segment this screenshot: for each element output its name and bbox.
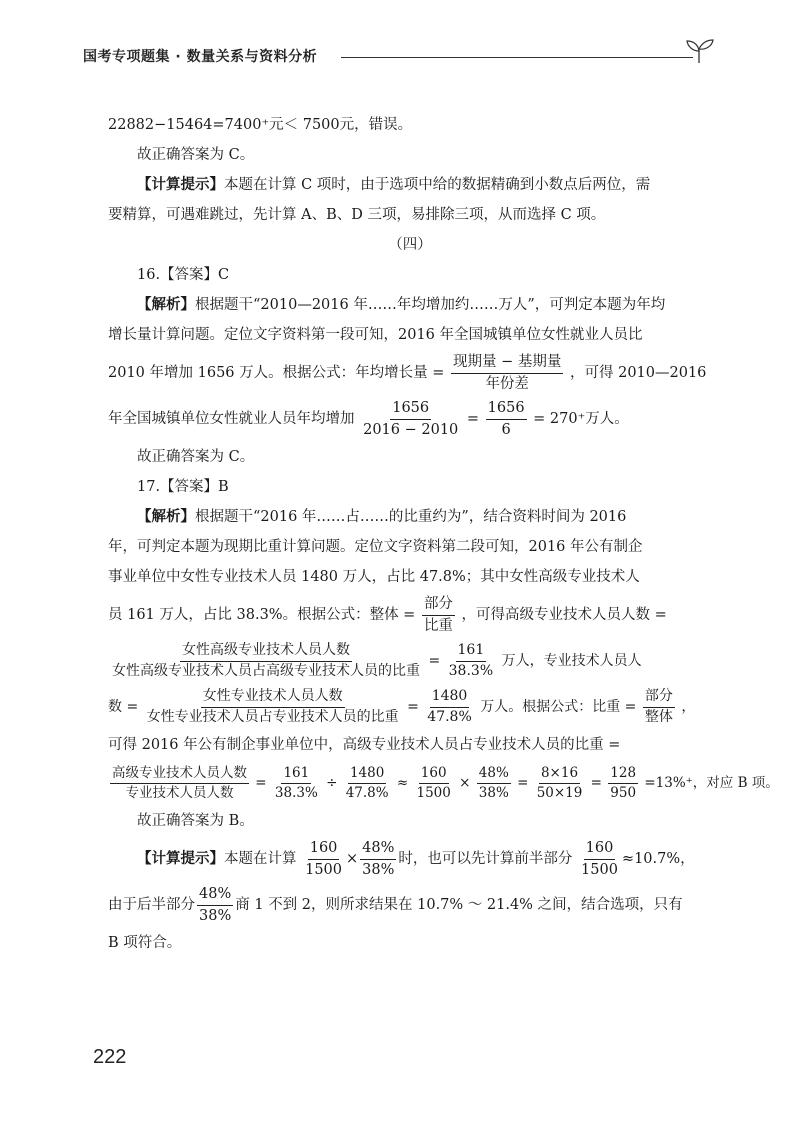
numerator: 高级专业技术人员人数 xyxy=(110,765,249,784)
numerator: 1480 xyxy=(430,688,470,708)
text-span: ， xyxy=(681,699,696,715)
denominator: 38.3% xyxy=(448,662,494,679)
text-span: 根据题干“2016 年……占……的比重约为”，结合资料时间为 2016 xyxy=(195,509,627,525)
fraction xyxy=(486,399,527,438)
fraction xyxy=(361,399,460,438)
fraction xyxy=(643,688,675,726)
text-line: 事业单位中女性专业技术人员 1480 万人，占比 47.8%；其中女性高级专业技术人 xyxy=(108,569,640,585)
text-span: 由于后半部分 xyxy=(108,897,195,913)
numerator: 48% xyxy=(197,885,233,905)
text-span: 本题在计算 xyxy=(224,851,297,867)
denominator: 47.8% xyxy=(427,708,472,725)
text-line: 故正确答案为 C。 xyxy=(137,449,255,465)
operator: = xyxy=(407,699,419,715)
text-span: 商 1 不到 2，则所求结果在 10.7% ～ 21.4% 之间，结合选项，只有 xyxy=(235,897,683,913)
fraction xyxy=(451,353,563,392)
fraction xyxy=(360,839,396,878)
page-header xyxy=(83,46,713,76)
section-heading: （四） xyxy=(388,237,432,253)
text-line: 可得 2016 年公有制企事业单位中，高级专业技术人员占专业技术人员的比重 = xyxy=(108,737,621,753)
text-span: ，可得 2010—2016 xyxy=(569,365,707,381)
operator: = xyxy=(590,775,602,791)
fraction xyxy=(344,765,391,802)
numerator: 160 xyxy=(584,839,616,859)
denominator: 1500 xyxy=(305,861,343,878)
question-16-answer: 16.【答案】C xyxy=(137,267,230,283)
formula-line xyxy=(108,396,712,442)
operator: × xyxy=(459,775,471,791)
numerator: 部分 xyxy=(643,688,675,708)
denominator: 950 xyxy=(610,785,637,801)
formula-line xyxy=(108,592,712,638)
operator: = xyxy=(517,775,529,791)
text-span: 员 161 万人，占比 38.3%。根据公式：整体 = xyxy=(108,607,416,623)
text-line xyxy=(108,290,712,320)
fraction xyxy=(303,839,344,878)
page-content xyxy=(108,110,779,958)
formula-line xyxy=(108,836,712,882)
fraction xyxy=(110,765,249,802)
denominator: 2016 − 2010 xyxy=(363,421,459,438)
tip-label: 【计算提示】 xyxy=(137,851,224,867)
numerator: 160 xyxy=(308,839,340,859)
operator: ≈ xyxy=(396,775,409,791)
operator: ÷ xyxy=(326,775,338,791)
question-17-answer: 17.【答案】B xyxy=(137,479,229,495)
fraction xyxy=(145,688,401,726)
text-span: 万人，专业技术人员人 xyxy=(501,653,642,669)
text-span: 根据题干“2010—2016 年……年均增加约……万人”，可判定本题为年均 xyxy=(195,297,666,313)
header-title: 国考专项题集 · 数量关系与资料分析 xyxy=(83,49,318,65)
text-span: = 270⁺万人。 xyxy=(533,411,629,427)
denominator: 6 xyxy=(501,421,511,438)
fraction xyxy=(197,885,233,924)
tip-label: 【计算提示】 xyxy=(137,177,224,193)
fraction xyxy=(608,765,638,802)
text-span: ，可得高级专业技术人员人数 = xyxy=(461,607,667,623)
text-line: 故正确答案为 B。 xyxy=(137,813,254,829)
text-span: 本题在计算 C 项时，由于选项中给的数据精确到小数点后两位，需 xyxy=(224,177,651,193)
text-line xyxy=(108,170,712,200)
numerator: 女性高级专业技术人员人数 xyxy=(180,642,352,662)
text-line: 年，可判定本题为现期比重计算问题。定位文字资料第二段可知，2016 年公有制企 xyxy=(108,539,643,555)
text-line: B 项符合。 xyxy=(108,935,182,951)
numerator: 48% xyxy=(360,839,396,859)
text-span: 时，也可以先计算前半部分 xyxy=(398,851,573,867)
text-span: 万人。根据公式：比重 = xyxy=(480,699,637,715)
operator: = xyxy=(466,411,480,427)
denominator: 38% xyxy=(478,785,509,801)
text-span: 2010 年增加 1656 万人。根据公式：年均增长量 = xyxy=(108,365,445,381)
fraction xyxy=(415,765,453,802)
operator: × xyxy=(346,851,359,867)
analysis-label: 【解析】 xyxy=(137,297,195,313)
page-number: 222 xyxy=(93,1046,127,1068)
numerator: 1656 xyxy=(390,399,431,419)
numerator: 1656 xyxy=(486,399,527,419)
denominator: 女性高级专业技术人员占高级专业技术人员的比重 xyxy=(112,662,420,679)
analysis-label: 【解析】 xyxy=(137,509,195,525)
fraction xyxy=(273,765,320,802)
text-span: =13%⁺，对应 B 项。 xyxy=(644,775,779,791)
fraction xyxy=(425,688,473,726)
text-line: 增长量计算问题。定位文字资料第一段可知，2016 年全国城镇单位女性就业人员比 xyxy=(108,327,643,343)
fraction xyxy=(579,839,620,878)
numerator: 部分 xyxy=(422,595,455,615)
denominator: 38% xyxy=(362,861,395,878)
denominator: 女性专业技术人员占专业技术人员的比重 xyxy=(146,708,399,725)
fraction xyxy=(535,765,585,802)
text-line: 故正确答案为 C。 xyxy=(137,147,255,163)
denominator: 年份差 xyxy=(485,375,529,392)
denominator: 1500 xyxy=(416,785,451,801)
formula-line xyxy=(108,882,712,928)
operator: = xyxy=(428,653,441,669)
text-span: 年全国城镇单位女性就业人员年均增加 xyxy=(108,411,355,427)
numerator: 48% xyxy=(477,765,511,784)
text-span: 数 = xyxy=(108,699,139,715)
formula-line xyxy=(108,638,712,684)
fraction xyxy=(477,765,511,802)
denominator: 38.3% xyxy=(274,785,318,801)
text-line xyxy=(108,502,712,532)
header-rule xyxy=(341,57,693,58)
formula-line xyxy=(108,684,712,730)
operator: = xyxy=(255,775,267,791)
numerator: 现期量 − 基期量 xyxy=(451,353,563,373)
denominator: 38% xyxy=(199,907,232,924)
text-span: ≈10.7%， xyxy=(621,851,695,867)
denominator: 50×19 xyxy=(536,785,583,801)
fraction xyxy=(422,595,455,634)
denominator: 47.8% xyxy=(345,785,389,801)
numerator: 1480 xyxy=(348,765,386,784)
formula-line xyxy=(108,760,779,806)
text-line: 要精算，可遇难跳过，先计算 A、B、D 三项，易排除三项，从而选择 C 项。 xyxy=(108,207,606,223)
numerator: 8×16 xyxy=(539,765,580,784)
formula-line xyxy=(108,350,712,396)
denominator: 专业技术人员人数 xyxy=(125,785,234,801)
fraction xyxy=(110,642,422,680)
numerator: 160 xyxy=(419,765,449,784)
numerator: 女性专业技术人员人数 xyxy=(201,688,345,708)
denominator: 整体 xyxy=(644,708,673,725)
numerator: 128 xyxy=(608,765,638,784)
numerator: 161 xyxy=(281,765,311,784)
sprout-icon xyxy=(683,38,715,64)
denominator: 1500 xyxy=(581,861,618,878)
fraction xyxy=(447,642,495,680)
text-line: 22882−15464=7400⁺元＜ 7500元，错误。 xyxy=(108,117,413,133)
numerator: 161 xyxy=(456,642,487,662)
denominator: 比重 xyxy=(423,617,453,634)
